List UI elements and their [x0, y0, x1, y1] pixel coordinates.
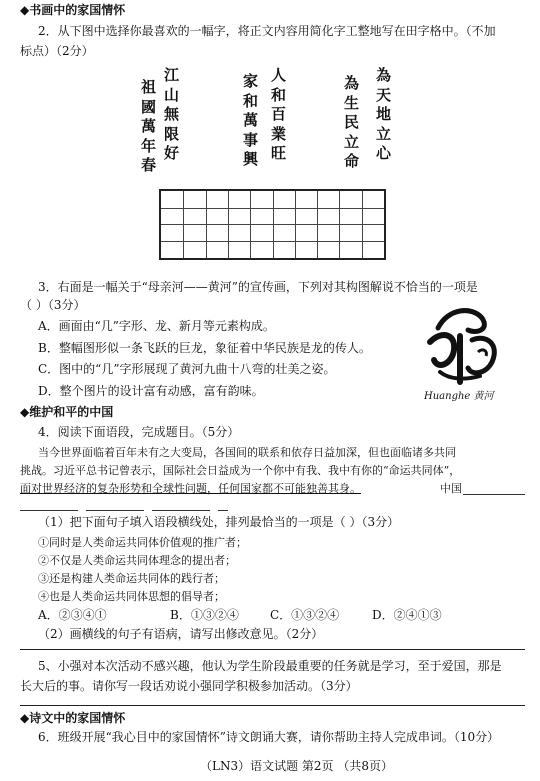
writing-grid[interactable] — [159, 189, 386, 260]
question-4-title: 4．阅读下面语段，完成题目。（5分） — [38, 425, 240, 439]
q4-option-c: C．①③②④ — [270, 608, 340, 622]
section-heading-poetry: ◆诗文中的家国情怀 — [20, 711, 126, 725]
q4-subquestion-2: （2）画横线的句子有语病，请写出修改意见。（2分） — [38, 627, 324, 641]
q3-option-c: C．图中的“几”字形展现了黄河九曲十八弯的壮美之姿。 — [38, 362, 336, 376]
q3-option-a: A．画面由“几”字形、龙、新月等元素构成。 — [38, 319, 275, 333]
logo-caption: Huanghe 黄河 — [424, 391, 494, 402]
q4-paragraph-line2: 挑战。习近平总书记曾表示，国际社会日益成为一个你中有我、我中有你的“命运共同体”， — [20, 464, 461, 477]
sentence-1: ①同时是人类命运共同体价值观的推广者； — [38, 536, 247, 549]
q4-paragraph-line3-end: 中国 — [440, 482, 462, 495]
calligraphy-col-6: 為天地立心 — [375, 66, 391, 162]
fill-blank-3[interactable] — [86, 510, 144, 511]
calligraphy-col-2: 江山無限好 — [163, 66, 179, 162]
q4-option-a: A．②③④① — [38, 608, 107, 622]
q4-paragraph-line1: 当今世界面临着百年未有之大变局，各国间的联系和依存日益加深，但也面临诸多共同 — [38, 446, 456, 459]
question-3-line1: 3．右面是一幅关于“母亲河——黄河”的宣传画，下列对其构图解说不恰当的一项是 — [38, 280, 478, 294]
question-2-line1: 2．从下图中选择你最喜欢的一幅字，将正文内容用简化字工整地写在田字格中。（不加 — [38, 24, 496, 38]
calligraphy-col-1: 祖國萬年春 — [140, 78, 156, 174]
answer-line-q4[interactable] — [20, 649, 525, 650]
yellow-river-logo — [420, 300, 515, 405]
fill-blank-2[interactable] — [20, 510, 78, 511]
page-footer: （LN3）语文试题 第2页 （共8页） — [200, 759, 394, 773]
question-3-line2: （ ）（3分） — [20, 298, 86, 312]
question-6: 6．班级开展“我心目中的家国情怀”诗文朗诵大赛，请你帮助主持人完成串词。（10分） — [38, 730, 500, 744]
fill-blank-1[interactable] — [463, 494, 525, 495]
q3-option-b: B．整幅图形似一条飞跃的巨龙，象征着中华民族是龙的传人。 — [38, 341, 371, 355]
section-heading-peace: ◆维护和平的中国 — [20, 405, 114, 419]
q4-option-b: B．①③②④ — [170, 608, 239, 622]
fill-blank-4[interactable] — [152, 510, 210, 511]
question-5-line1: 5、小强对本次活动不感兴趣，他认为学生阶段最重要的任务就是学习，至于爱国，那是 — [38, 659, 502, 673]
question-5-line2: 长大后的事。请你写一段话劝说小强同学积极参加活动。（3分） — [20, 679, 358, 693]
fill-blank-5[interactable] — [218, 510, 228, 511]
sentence-2: ②不仅是人类命运共同体理念的提出者； — [38, 554, 236, 567]
answer-line-q5[interactable] — [20, 705, 525, 706]
q4-paragraph-line3-underlined: 面对世界经济的复杂形势和全球性问题，任何国家都不可能独善其身。 — [20, 482, 361, 495]
q3-option-d: D．整个图片的设计富有动感，富有韵味。 — [38, 384, 264, 398]
q4-option-d: D．②④①③ — [372, 608, 442, 622]
calligraphy-col-3: 家和萬事興 — [242, 72, 258, 168]
question-2-line2: 标点）（2分） — [20, 44, 94, 58]
calligraphy-col-5: 為生民立命 — [343, 74, 359, 170]
q4-subquestion-1: （1）把下面句子填入语段横线处，排列最恰当的一项是（ ）（3分） — [38, 515, 400, 529]
section-heading-calligraphy: ◆书画中的家国情怀 — [20, 3, 126, 17]
sentence-3: ③还是构建人类命运共同体的践行者； — [38, 572, 225, 585]
sentence-4: ④也是人类命运共同体思想的倡导者； — [38, 590, 225, 603]
calligraphy-col-4: 人和百業旺 — [270, 66, 286, 162]
